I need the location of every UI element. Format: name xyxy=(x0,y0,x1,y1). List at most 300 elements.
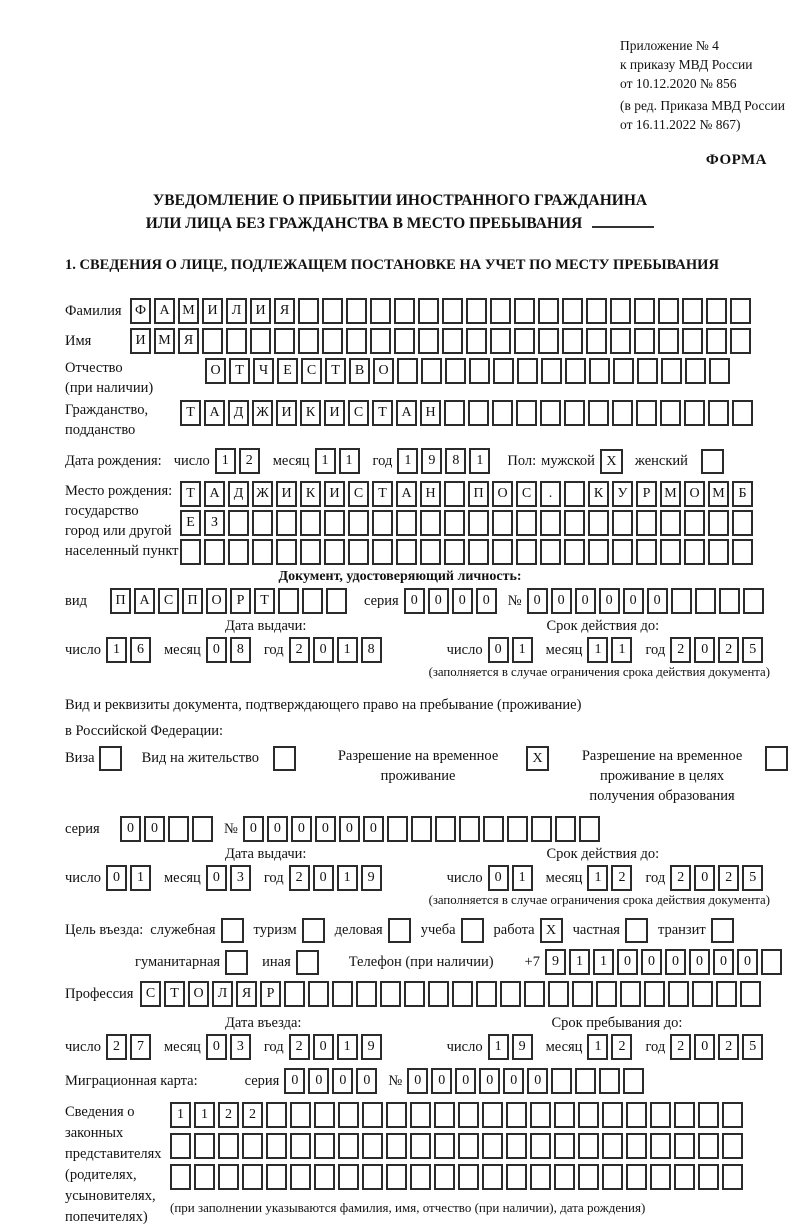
residence-issue-day[interactable] xyxy=(106,865,154,891)
char-cell[interactable]: 0 xyxy=(206,637,227,663)
char-cell[interactable]: Л xyxy=(212,981,233,1007)
doc-kind-input[interactable] xyxy=(110,588,350,614)
char-cell[interactable] xyxy=(226,328,247,354)
char-cell[interactable] xyxy=(459,816,480,842)
char-cell[interactable]: 0 xyxy=(339,816,360,842)
char-cell[interactable] xyxy=(418,328,439,354)
char-cell[interactable]: 2 xyxy=(670,1034,691,1060)
char-cell[interactable]: 0 xyxy=(476,588,497,614)
char-cell[interactable]: 1 xyxy=(339,448,360,474)
char-cell[interactable] xyxy=(650,1133,671,1159)
char-cell[interactable]: 0 xyxy=(713,949,734,975)
char-cell[interactable] xyxy=(180,539,201,565)
char-cell[interactable]: 0 xyxy=(599,588,620,614)
char-cell[interactable] xyxy=(554,1102,575,1128)
char-cell[interactable] xyxy=(524,981,545,1007)
char-cell[interactable]: Е xyxy=(180,510,201,536)
char-cell[interactable] xyxy=(386,1164,407,1190)
char-cell[interactable] xyxy=(625,918,648,943)
char-cell[interactable] xyxy=(732,539,753,565)
char-cell[interactable]: 0 xyxy=(575,588,596,614)
char-cell[interactable] xyxy=(296,950,319,975)
char-cell[interactable] xyxy=(266,1164,287,1190)
entry-year[interactable] xyxy=(289,1034,385,1060)
char-cell[interactable] xyxy=(708,510,729,536)
char-cell[interactable] xyxy=(468,539,489,565)
char-cell[interactable] xyxy=(588,510,609,536)
char-cell[interactable] xyxy=(445,358,466,384)
char-cell[interactable] xyxy=(564,481,585,507)
char-cell[interactable] xyxy=(554,1164,575,1190)
char-cell[interactable] xyxy=(506,1102,527,1128)
char-cell[interactable] xyxy=(596,981,617,1007)
char-cell[interactable] xyxy=(661,358,682,384)
char-cell[interactable] xyxy=(620,981,641,1007)
char-cell[interactable]: А xyxy=(396,481,417,507)
char-cell[interactable]: 2 xyxy=(289,637,310,663)
birthplace-line2-input[interactable] xyxy=(180,510,756,536)
char-cell[interactable] xyxy=(636,400,657,426)
char-cell[interactable]: 0 xyxy=(363,816,384,842)
purpose-transit-checkbox[interactable] xyxy=(711,918,734,943)
char-cell[interactable] xyxy=(740,981,761,1007)
char-cell[interactable] xyxy=(660,539,681,565)
char-cell[interactable]: П xyxy=(110,588,131,614)
char-cell[interactable] xyxy=(708,400,729,426)
char-cell[interactable] xyxy=(540,539,561,565)
char-cell[interactable] xyxy=(362,1133,383,1159)
char-cell[interactable] xyxy=(314,1133,335,1159)
char-cell[interactable] xyxy=(266,1102,287,1128)
char-cell[interactable] xyxy=(170,1133,191,1159)
char-cell[interactable]: 1 xyxy=(170,1102,191,1128)
char-cell[interactable]: К xyxy=(300,481,321,507)
char-cell[interactable] xyxy=(218,1133,239,1159)
char-cell[interactable]: 2 xyxy=(611,1034,632,1060)
char-cell[interactable]: Т xyxy=(229,358,250,384)
char-cell[interactable] xyxy=(420,510,441,536)
char-cell[interactable]: К xyxy=(300,400,321,426)
char-cell[interactable]: Т xyxy=(254,588,275,614)
doc-valid-day[interactable] xyxy=(488,637,536,663)
char-cell[interactable]: 1 xyxy=(512,865,533,891)
char-cell[interactable] xyxy=(394,298,415,324)
char-cell[interactable]: X xyxy=(600,449,623,474)
char-cell[interactable]: 2 xyxy=(611,865,632,891)
char-cell[interactable] xyxy=(308,981,329,1007)
char-cell[interactable]: Л xyxy=(226,298,247,324)
doc-issue-year[interactable] xyxy=(289,637,385,663)
char-cell[interactable] xyxy=(99,746,122,771)
char-cell[interactable]: 0 xyxy=(332,1068,353,1094)
char-cell[interactable]: А xyxy=(204,481,225,507)
purpose-work-checkbox[interactable] xyxy=(540,918,563,943)
char-cell[interactable] xyxy=(420,539,441,565)
char-cell[interactable]: 0 xyxy=(527,1068,548,1094)
char-cell[interactable] xyxy=(671,588,692,614)
char-cell[interactable] xyxy=(706,328,727,354)
char-cell[interactable] xyxy=(386,1133,407,1159)
char-cell[interactable] xyxy=(370,328,391,354)
char-cell[interactable]: 0 xyxy=(647,588,668,614)
char-cell[interactable] xyxy=(575,1068,596,1094)
char-cell[interactable] xyxy=(711,918,734,943)
char-cell[interactable]: В xyxy=(349,358,370,384)
char-cell[interactable]: 2 xyxy=(718,865,739,891)
char-cell[interactable] xyxy=(695,588,716,614)
char-cell[interactable] xyxy=(461,918,484,943)
char-cell[interactable]: У xyxy=(612,481,633,507)
char-cell[interactable]: 0 xyxy=(144,816,165,842)
char-cell[interactable]: 0 xyxy=(452,588,473,614)
birth-day-input[interactable] xyxy=(215,448,263,474)
char-cell[interactable]: 8 xyxy=(445,448,466,474)
char-cell[interactable] xyxy=(623,1068,644,1094)
char-cell[interactable] xyxy=(194,1164,215,1190)
char-cell[interactable] xyxy=(466,298,487,324)
citizenship-input[interactable] xyxy=(180,400,756,426)
char-cell[interactable]: 0 xyxy=(206,865,227,891)
stay-month[interactable] xyxy=(587,1034,635,1060)
char-cell[interactable] xyxy=(719,588,740,614)
char-cell[interactable] xyxy=(530,1164,551,1190)
char-cell[interactable] xyxy=(530,1133,551,1159)
phone-input[interactable] xyxy=(545,949,785,975)
char-cell[interactable] xyxy=(469,358,490,384)
char-cell[interactable]: И xyxy=(276,400,297,426)
char-cell[interactable]: Т xyxy=(164,981,185,1007)
purpose-private-checkbox[interactable] xyxy=(625,918,648,943)
char-cell[interactable] xyxy=(442,298,463,324)
char-cell[interactable]: 0 xyxy=(617,949,638,975)
residence-issue-year[interactable] xyxy=(289,865,385,891)
char-cell[interactable] xyxy=(564,400,585,426)
char-cell[interactable] xyxy=(578,1133,599,1159)
char-cell[interactable]: 3 xyxy=(230,1034,251,1060)
char-cell[interactable] xyxy=(586,298,607,324)
char-cell[interactable] xyxy=(202,328,223,354)
char-cell[interactable] xyxy=(338,1102,359,1128)
char-cell[interactable]: 9 xyxy=(421,448,442,474)
temp-residence-education-checkbox[interactable] xyxy=(765,746,788,771)
char-cell[interactable] xyxy=(612,510,633,536)
char-cell[interactable]: 0 xyxy=(641,949,662,975)
char-cell[interactable]: 9 xyxy=(545,949,566,975)
char-cell[interactable] xyxy=(698,1133,719,1159)
char-cell[interactable]: Д xyxy=(228,400,249,426)
purpose-commercial-checkbox[interactable] xyxy=(388,918,411,943)
char-cell[interactable] xyxy=(242,1133,263,1159)
char-cell[interactable] xyxy=(540,510,561,536)
char-cell[interactable] xyxy=(722,1164,743,1190)
char-cell[interactable]: Р xyxy=(230,588,251,614)
char-cell[interactable]: 0 xyxy=(694,637,715,663)
char-cell[interactable] xyxy=(444,400,465,426)
char-cell[interactable]: 1 xyxy=(569,949,590,975)
char-cell[interactable]: 1 xyxy=(611,637,632,663)
char-cell[interactable] xyxy=(386,1102,407,1128)
char-cell[interactable]: 3 xyxy=(230,865,251,891)
char-cell[interactable]: 2 xyxy=(718,1034,739,1060)
char-cell[interactable]: 2 xyxy=(670,865,691,891)
char-cell[interactable]: 0 xyxy=(313,637,334,663)
char-cell[interactable]: 1 xyxy=(315,448,336,474)
char-cell[interactable]: 6 xyxy=(130,637,151,663)
char-cell[interactable] xyxy=(540,400,561,426)
char-cell[interactable] xyxy=(599,1068,620,1094)
visa-checkbox[interactable] xyxy=(99,746,122,771)
char-cell[interactable] xyxy=(610,298,631,324)
char-cell[interactable] xyxy=(634,298,655,324)
char-cell[interactable] xyxy=(506,1164,527,1190)
char-cell[interactable] xyxy=(290,1133,311,1159)
char-cell[interactable]: 0 xyxy=(315,816,336,842)
char-cell[interactable] xyxy=(562,328,583,354)
char-cell[interactable] xyxy=(387,816,408,842)
char-cell[interactable] xyxy=(658,298,679,324)
char-cell[interactable] xyxy=(468,510,489,536)
char-cell[interactable] xyxy=(626,1164,647,1190)
char-cell[interactable] xyxy=(466,328,487,354)
char-cell[interactable] xyxy=(674,1133,695,1159)
char-cell[interactable] xyxy=(458,1164,479,1190)
char-cell[interactable] xyxy=(298,328,319,354)
char-cell[interactable] xyxy=(507,816,528,842)
purpose-study-checkbox[interactable] xyxy=(461,918,484,943)
char-cell[interactable] xyxy=(476,981,497,1007)
char-cell[interactable]: 9 xyxy=(361,865,382,891)
char-cell[interactable] xyxy=(370,298,391,324)
residence-series-input[interactable] xyxy=(120,816,216,842)
char-cell[interactable]: Р xyxy=(636,481,657,507)
char-cell[interactable] xyxy=(324,510,345,536)
patronymic-input[interactable] xyxy=(205,358,733,384)
char-cell[interactable] xyxy=(660,510,681,536)
char-cell[interactable]: 2 xyxy=(242,1102,263,1128)
birthplace-line3-input[interactable] xyxy=(180,539,756,565)
char-cell[interactable]: 1 xyxy=(469,448,490,474)
char-cell[interactable]: 0 xyxy=(356,1068,377,1094)
char-cell[interactable] xyxy=(516,400,537,426)
purpose-tourism-checkbox[interactable] xyxy=(302,918,325,943)
char-cell[interactable] xyxy=(698,1102,719,1128)
char-cell[interactable]: Д xyxy=(228,481,249,507)
char-cell[interactable] xyxy=(394,328,415,354)
representatives-line2-input[interactable] xyxy=(170,1133,746,1159)
char-cell[interactable]: И xyxy=(324,481,345,507)
char-cell[interactable]: П xyxy=(182,588,203,614)
char-cell[interactable] xyxy=(634,328,655,354)
char-cell[interactable]: И xyxy=(250,298,271,324)
char-cell[interactable] xyxy=(698,1164,719,1190)
char-cell[interactable]: 0 xyxy=(551,588,572,614)
char-cell[interactable] xyxy=(482,1102,503,1128)
char-cell[interactable] xyxy=(722,1133,743,1159)
residence-valid-month[interactable] xyxy=(587,865,635,891)
doc-valid-month[interactable] xyxy=(587,637,635,663)
char-cell[interactable] xyxy=(506,1133,527,1159)
char-cell[interactable] xyxy=(410,1164,431,1190)
char-cell[interactable]: С xyxy=(158,588,179,614)
char-cell[interactable]: С xyxy=(301,358,322,384)
char-cell[interactable] xyxy=(490,328,511,354)
residence-issue-month[interactable] xyxy=(206,865,254,891)
purpose-humanitarian-checkbox[interactable] xyxy=(225,950,248,975)
birth-year-input[interactable] xyxy=(397,448,493,474)
residence-valid-day[interactable] xyxy=(488,865,536,891)
char-cell[interactable] xyxy=(612,539,633,565)
char-cell[interactable]: 0 xyxy=(694,1034,715,1060)
char-cell[interactable] xyxy=(517,358,538,384)
char-cell[interactable] xyxy=(362,1164,383,1190)
char-cell[interactable]: 8 xyxy=(230,637,251,663)
sex-female-checkbox[interactable] xyxy=(701,449,724,474)
char-cell[interactable]: А xyxy=(396,400,417,426)
char-cell[interactable]: 0 xyxy=(623,588,644,614)
char-cell[interactable]: Е xyxy=(277,358,298,384)
char-cell[interactable] xyxy=(380,981,401,1007)
char-cell[interactable]: 0 xyxy=(737,949,758,975)
char-cell[interactable]: П xyxy=(468,481,489,507)
char-cell[interactable] xyxy=(578,1102,599,1128)
char-cell[interactable]: 1 xyxy=(587,865,608,891)
char-cell[interactable] xyxy=(192,816,213,842)
char-cell[interactable] xyxy=(396,510,417,536)
char-cell[interactable]: 1 xyxy=(593,949,614,975)
char-cell[interactable]: 2 xyxy=(239,448,260,474)
char-cell[interactable] xyxy=(612,400,633,426)
char-cell[interactable]: С xyxy=(140,981,161,1007)
char-cell[interactable] xyxy=(452,981,473,1007)
char-cell[interactable]: X xyxy=(540,918,563,943)
char-cell[interactable] xyxy=(302,588,323,614)
char-cell[interactable] xyxy=(761,949,782,975)
char-cell[interactable]: 0 xyxy=(106,865,127,891)
char-cell[interactable] xyxy=(709,358,730,384)
char-cell[interactable] xyxy=(730,328,751,354)
char-cell[interactable] xyxy=(602,1102,623,1128)
char-cell[interactable] xyxy=(554,1133,575,1159)
char-cell[interactable] xyxy=(362,1102,383,1128)
char-cell[interactable]: . xyxy=(540,481,561,507)
char-cell[interactable] xyxy=(716,981,737,1007)
char-cell[interactable] xyxy=(538,298,559,324)
char-cell[interactable] xyxy=(610,328,631,354)
char-cell[interactable] xyxy=(492,510,513,536)
char-cell[interactable] xyxy=(314,1164,335,1190)
char-cell[interactable] xyxy=(674,1164,695,1190)
surname-input[interactable] xyxy=(130,298,754,324)
char-cell[interactable]: 1 xyxy=(337,1034,358,1060)
char-cell[interactable] xyxy=(428,981,449,1007)
char-cell[interactable] xyxy=(674,1102,695,1128)
migration-series-input[interactable] xyxy=(284,1068,380,1094)
temp-residence-checkbox[interactable] xyxy=(526,746,549,771)
char-cell[interactable] xyxy=(541,358,562,384)
char-cell[interactable] xyxy=(168,816,189,842)
char-cell[interactable] xyxy=(685,358,706,384)
char-cell[interactable]: 9 xyxy=(361,1034,382,1060)
char-cell[interactable]: 1 xyxy=(106,637,127,663)
char-cell[interactable] xyxy=(636,539,657,565)
char-cell[interactable]: О xyxy=(206,588,227,614)
char-cell[interactable]: 0 xyxy=(689,949,710,975)
char-cell[interactable]: Б xyxy=(732,481,753,507)
char-cell[interactable]: 0 xyxy=(267,816,288,842)
char-cell[interactable] xyxy=(692,981,713,1007)
char-cell[interactable] xyxy=(338,1164,359,1190)
char-cell[interactable] xyxy=(468,400,489,426)
char-cell[interactable] xyxy=(434,1164,455,1190)
char-cell[interactable]: 8 xyxy=(361,637,382,663)
char-cell[interactable] xyxy=(300,539,321,565)
char-cell[interactable] xyxy=(706,298,727,324)
char-cell[interactable] xyxy=(626,1102,647,1128)
char-cell[interactable] xyxy=(660,400,681,426)
char-cell[interactable] xyxy=(284,981,305,1007)
char-cell[interactable] xyxy=(684,539,705,565)
char-cell[interactable] xyxy=(410,1133,431,1159)
char-cell[interactable]: И xyxy=(130,328,151,354)
char-cell[interactable]: О xyxy=(188,981,209,1007)
char-cell[interactable]: 2 xyxy=(289,1034,310,1060)
char-cell[interactable] xyxy=(218,1164,239,1190)
char-cell[interactable] xyxy=(602,1164,623,1190)
char-cell[interactable] xyxy=(613,358,634,384)
char-cell[interactable]: 2 xyxy=(218,1102,239,1128)
char-cell[interactable]: Т xyxy=(372,481,393,507)
char-cell[interactable] xyxy=(579,816,600,842)
char-cell[interactable] xyxy=(356,981,377,1007)
char-cell[interactable] xyxy=(252,539,273,565)
representatives-line1-input[interactable] xyxy=(170,1102,746,1128)
char-cell[interactable]: 5 xyxy=(742,1034,763,1060)
char-cell[interactable] xyxy=(266,1133,287,1159)
char-cell[interactable]: 0 xyxy=(479,1068,500,1094)
char-cell[interactable] xyxy=(302,918,325,943)
residence-number-input[interactable] xyxy=(243,816,603,842)
char-cell[interactable] xyxy=(637,358,658,384)
birthplace-line1-input[interactable] xyxy=(180,481,756,507)
char-cell[interactable] xyxy=(388,918,411,943)
char-cell[interactable] xyxy=(701,449,724,474)
char-cell[interactable] xyxy=(290,1102,311,1128)
char-cell[interactable]: 0 xyxy=(407,1068,428,1094)
char-cell[interactable] xyxy=(531,816,552,842)
char-cell[interactable] xyxy=(458,1133,479,1159)
char-cell[interactable]: 0 xyxy=(120,816,141,842)
char-cell[interactable] xyxy=(273,746,296,771)
char-cell[interactable]: 0 xyxy=(694,865,715,891)
char-cell[interactable]: 2 xyxy=(670,637,691,663)
char-cell[interactable] xyxy=(564,539,585,565)
char-cell[interactable]: 2 xyxy=(289,865,310,891)
char-cell[interactable] xyxy=(765,746,788,771)
char-cell[interactable] xyxy=(332,981,353,1007)
char-cell[interactable] xyxy=(730,298,751,324)
char-cell[interactable] xyxy=(650,1102,671,1128)
residence-valid-year[interactable] xyxy=(670,865,766,891)
char-cell[interactable] xyxy=(490,298,511,324)
char-cell[interactable] xyxy=(650,1164,671,1190)
char-cell[interactable] xyxy=(493,358,514,384)
char-cell[interactable]: 2 xyxy=(106,1034,127,1060)
char-cell[interactable]: Ф xyxy=(130,298,151,324)
char-cell[interactable]: 0 xyxy=(284,1068,305,1094)
char-cell[interactable] xyxy=(421,358,442,384)
char-cell[interactable]: 0 xyxy=(243,816,264,842)
char-cell[interactable]: 7 xyxy=(130,1034,151,1060)
